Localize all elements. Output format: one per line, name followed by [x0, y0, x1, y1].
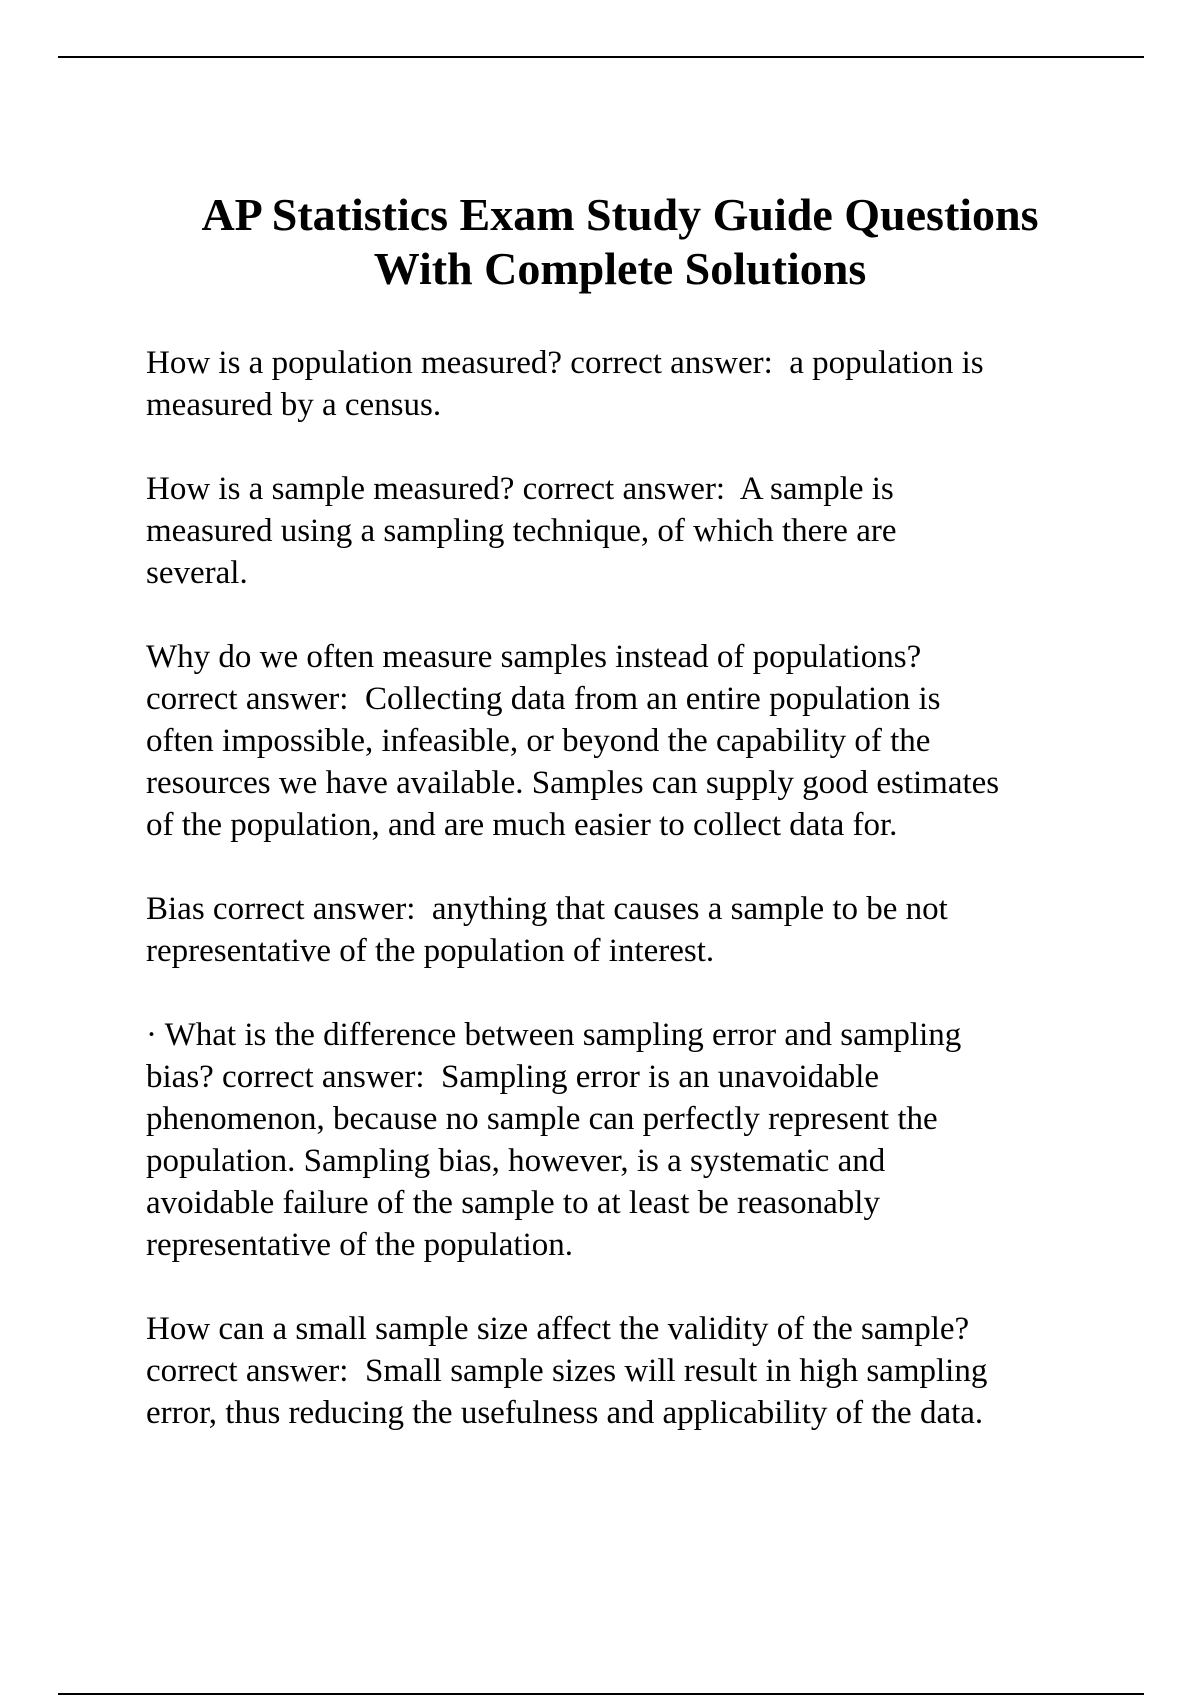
text-line: measured using a sampling technique, of which there are: [146, 513, 897, 549]
text-line: How is a sample measured? correct answer: A sample is: [146, 471, 894, 507]
qa-entry-bias: [146, 888, 1146, 972]
text-line: Bias correct answer: anything that causes a sample to be not: [146, 891, 948, 927]
text-line: Why do we often measure samples instead of populations?: [146, 639, 922, 675]
qa-entry-sample-measured: [146, 468, 1146, 594]
title-line: With Complete Solutions: [373, 243, 867, 294]
text-line: How can a small sample size affect the validity of the sample?: [146, 1311, 970, 1347]
text-line: of the population, and are much easier to collect data for.: [146, 807, 898, 843]
text-line: several.: [146, 555, 248, 591]
document-title: [80, 188, 1160, 296]
text-line: phenomenon, because no sample can perfectly represent the: [146, 1101, 938, 1137]
bottom-rule: [58, 1693, 1144, 1695]
text-line: error, thus reducing the usefulness and applicability of the data.: [146, 1395, 984, 1431]
text-line: population. Sampling bias, however, is a systematic and: [146, 1143, 886, 1179]
title-line: AP Statistics Exam Study Guide Questions: [201, 189, 1039, 240]
text-line: bias? correct answer: Sampling error is an unavoidable: [146, 1059, 880, 1095]
qa-entry-why-samples: [146, 636, 1146, 846]
top-rule: [58, 56, 1144, 58]
text-line: correct answer: Small sample sizes will result in high sampling: [146, 1353, 988, 1389]
qa-entry-small-sample: [146, 1308, 1146, 1434]
text-line: correct answer: Collecting data from an entire population is: [146, 681, 941, 717]
text-line: representative of the population.: [146, 1227, 574, 1263]
text-line: resources we have available. Samples can supply good estimates: [146, 765, 1000, 801]
qa-entry-population-measured: [146, 342, 1146, 426]
qa-entry-error-vs-bias: [146, 1014, 1146, 1266]
text-line: measured by a census.: [146, 387, 442, 423]
document-body: [146, 342, 1146, 1476]
text-line: · What is the difference between sampling error and sampling: [146, 1017, 962, 1053]
text-line: avoidable failure of the sample to at least be reasonably: [146, 1185, 880, 1221]
text-line: often impossible, infeasible, or beyond the capability of the: [146, 723, 931, 759]
text-line: representative of the population of interest.: [146, 933, 715, 969]
text-line: How is a population measured? correct answer: a population is: [146, 345, 984, 381]
